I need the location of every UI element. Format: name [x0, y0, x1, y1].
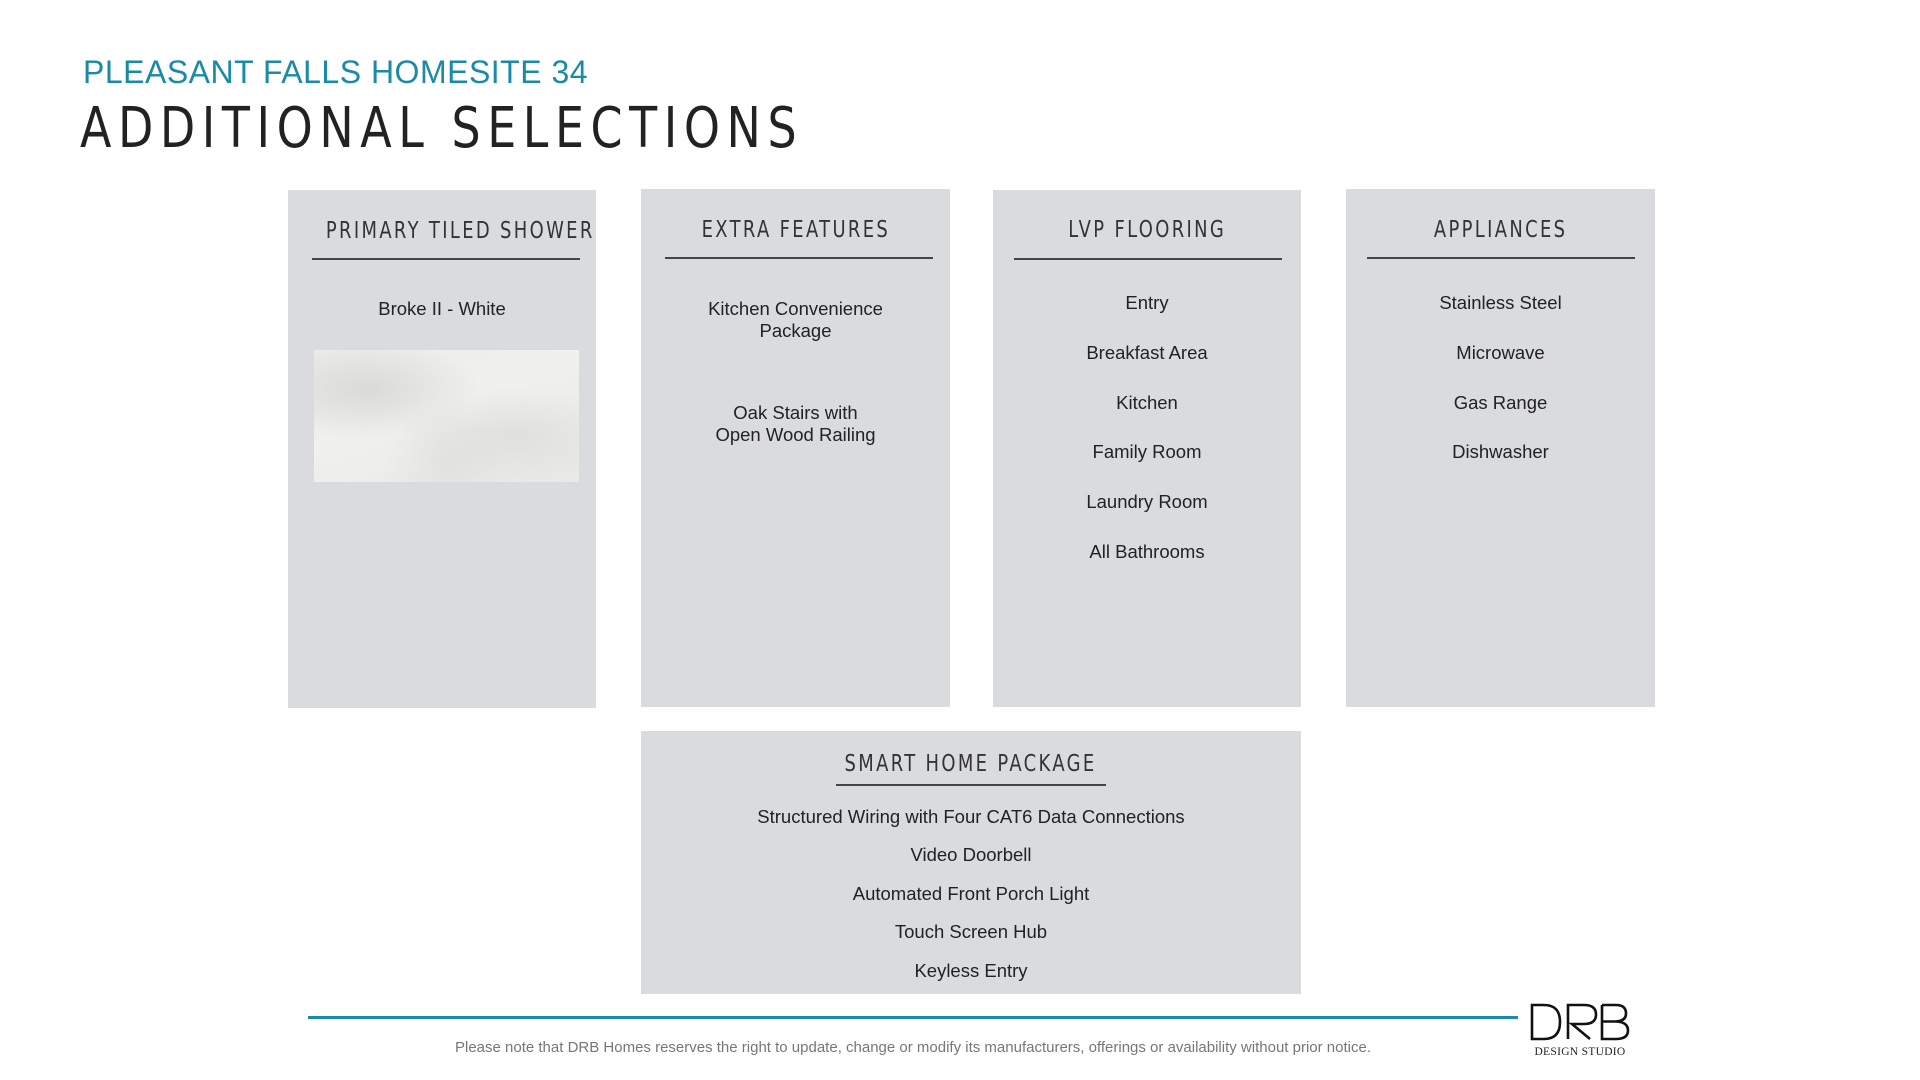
appliance-item: Dishwasher	[1452, 441, 1549, 462]
card-title	[288, 218, 596, 244]
appliance-item: Microwave	[1456, 342, 1545, 363]
flooring-item: Breakfast Area	[1086, 342, 1208, 363]
flooring-item: Kitchen	[1116, 392, 1178, 413]
flooring-item: Family Room	[1092, 441, 1202, 462]
homesite-subtitle: PLEASANT FALLS HOMESITE 34	[83, 54, 589, 90]
card-title	[1346, 217, 1655, 243]
smart-home-item: Video Doorbell	[910, 844, 1032, 865]
smart-home-item: Structured Wiring with Four CAT6 Data Connections	[757, 806, 1185, 827]
extra-feature-item	[641, 402, 950, 446]
card-lvp-flooring	[993, 190, 1301, 707]
card-primary-tiled-shower	[288, 190, 596, 708]
card-title	[641, 751, 1301, 777]
appliance-item: Gas Range	[1453, 392, 1548, 413]
card-title-text: LVP FLOORING	[1068, 217, 1226, 243]
card-title-text: SMART HOME PACKAGE	[844, 751, 1098, 777]
smart-home-item: Touch Screen Hub	[894, 921, 1048, 942]
card-title-text: APPLIANCES	[1433, 217, 1568, 243]
card-smart-home-package	[641, 731, 1301, 994]
footer-disclaimer: Please note that DRB Homes reserves the right to update, change or modify its manufacturers, offerings or availability without prior notice.	[454, 1039, 1371, 1056]
tile-swatch-image	[314, 350, 579, 482]
flooring-item: Laundry Room	[1086, 491, 1208, 512]
page-title: ADDITIONAL SELECTIONS	[80, 96, 804, 161]
extra-feature-item	[641, 298, 950, 342]
card-title-text: PRIMARY TILED SHOWER	[325, 218, 595, 244]
card-title-text: EXTRA FEATURES	[701, 217, 890, 243]
card-title-rule	[1014, 258, 1282, 260]
smart-home-item: Automated Front Porch Light	[852, 883, 1090, 904]
appliance-item: Stainless Steel	[1439, 292, 1562, 313]
card-extra-features	[641, 189, 950, 707]
drb-logo-mark	[1530, 1002, 1630, 1042]
card-title-rule	[665, 257, 933, 259]
smart-home-item: Keyless Entry	[914, 960, 1028, 981]
card-title	[993, 217, 1301, 243]
extra-feature-line: Oak Stairs with	[733, 402, 858, 423]
card-title-rule	[1367, 257, 1635, 259]
card-title	[641, 217, 950, 243]
extra-feature-line: Package	[759, 320, 832, 341]
extra-feature-line: Open Wood Railing	[715, 424, 876, 445]
card-title-rule	[312, 258, 580, 260]
flooring-item: Entry	[1125, 292, 1169, 313]
flooring-item: All Bathrooms	[1089, 541, 1205, 562]
logo-caption: DESIGN STUDIO	[1534, 1046, 1626, 1058]
footer-divider	[308, 1016, 1518, 1019]
card-appliances	[1346, 189, 1655, 707]
extra-feature-line: Kitchen Convenience	[708, 298, 883, 319]
drb-design-studio-logo	[1530, 1002, 1630, 1062]
card-title-rule	[836, 784, 1106, 786]
shower-tile-name: Broke II - White	[378, 298, 506, 319]
